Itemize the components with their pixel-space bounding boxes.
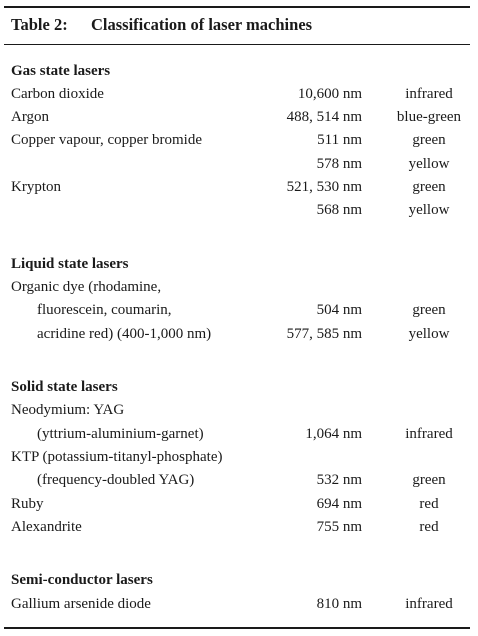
table-row (0, 299, 478, 321)
section-heading: Solid state lasers (11, 379, 118, 395)
colour-cell: infrared (405, 426, 453, 442)
table-row (0, 593, 478, 615)
wavelength-cell: 1,064 nm (305, 426, 362, 442)
wavelength-cell: 578 nm (316, 156, 362, 172)
laser-type-cell: Organic dye (rhodamine, (11, 279, 162, 295)
section-heading-row (0, 60, 478, 82)
wavelength-cell: 755 nm (316, 519, 362, 535)
table-row (0, 276, 478, 298)
colour-cell: green (412, 132, 446, 148)
wavelength-cell: 504 nm (316, 302, 362, 318)
laser-type-cell: Ruby (11, 496, 44, 512)
section-heading: Liquid state lasers (11, 256, 129, 272)
laser-type-cell: Copper vapour, copper bromide (11, 132, 203, 148)
table-row (0, 446, 478, 468)
table-row (0, 516, 478, 538)
wavelength-cell: 577, 585 nm (286, 326, 362, 342)
laser-type-cell: Gallium arsenide diode (11, 596, 151, 612)
colour-cell: blue-green (396, 109, 462, 125)
laser-type-cell: Krypton (11, 179, 61, 195)
wavelength-cell: 568 nm (316, 202, 362, 218)
laser-type-cell: acridine red) (400-1,000 nm) (37, 326, 212, 342)
colour-cell: yellow (408, 156, 450, 172)
table-row (0, 199, 478, 221)
table-row (0, 106, 478, 128)
colour-cell: green (412, 179, 446, 195)
table-bottom-rule (4, 627, 470, 629)
wavelength-cell: 694 nm (316, 496, 362, 512)
laser-type-cell: (yttrium-aluminium-garnet) (37, 426, 204, 442)
colour-cell: yellow (408, 326, 450, 342)
table-row (0, 323, 478, 345)
table-row (0, 83, 478, 105)
wavelength-cell: 810 nm (316, 596, 362, 612)
table-row (0, 129, 478, 151)
section-heading: Semi-conductor lasers (11, 572, 153, 588)
table-row (0, 176, 478, 198)
colour-cell: red (419, 496, 439, 512)
laser-type-cell: Carbon dioxide (11, 86, 104, 102)
section-heading: Gas state lasers (11, 63, 111, 79)
table-title (11, 15, 312, 35)
wavelength-cell: 10,600 nm (297, 86, 362, 102)
colour-cell: yellow (408, 202, 450, 218)
colour-cell: red (419, 519, 439, 535)
table-caption: Classification of laser machines (91, 15, 313, 34)
laser-type-cell: Neodymium: YAG (11, 402, 125, 418)
wavelength-cell: 511 nm (317, 132, 362, 148)
section-heading-row (0, 253, 478, 275)
colour-cell: green (412, 302, 446, 318)
colour-cell: green (412, 472, 446, 488)
laser-type-cell: Alexandrite (11, 519, 82, 535)
colour-cell: infrared (405, 596, 453, 612)
wavelength-cell: 488, 514 nm (286, 109, 362, 125)
table-header-rule (4, 44, 470, 45)
laser-type-cell: (frequency-doubled YAG) (37, 472, 195, 488)
table-row (0, 493, 478, 515)
table-row (0, 469, 478, 491)
table-row (0, 399, 478, 421)
section-heading-row (0, 376, 478, 398)
wavelength-cell: 532 nm (316, 472, 362, 488)
laser-type-cell: Argon (11, 109, 50, 125)
laser-type-cell: KTP (potassium-titanyl-phosphate) (11, 449, 223, 465)
table-top-rule (4, 6, 470, 8)
table-number: Table 2: (11, 15, 68, 34)
table-row (0, 153, 478, 175)
wavelength-cell: 521, 530 nm (286, 179, 362, 195)
laser-type-cell: fluorescein, coumarin, (37, 302, 172, 318)
colour-cell: infrared (405, 86, 453, 102)
section-heading-row (0, 569, 478, 591)
table-row (0, 423, 478, 445)
